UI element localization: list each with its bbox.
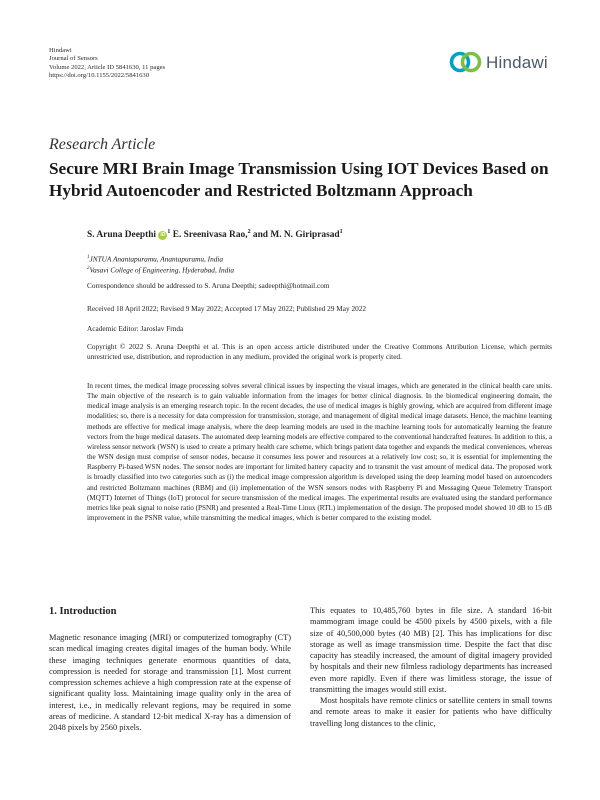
affiliation-item [87, 264, 234, 275]
copyright-notice: Copyright © 2022 S. Aruna Deepthi et al. This is an open access article distributed under the Creative Commons Attribution License, which permits unrestricted use, distribution, and reproduction in any medium, provided the original work is properly cited. [87, 342, 552, 362]
orcid-icon[interactable]: iD [160, 232, 166, 239]
body-paragraph: Magnetic resonance imaging (MRI) or computerized tomography (CT) scan medical imaging creates digital images of the human body. While these imaging techniques generate enormous quantities of data, compression is needed for storage and transmission [1]. Most current compression schemes achieve a high compression rate at the expense of significant quality loss. Maintaining image quality only in the area of interest, i.e., in medically relevant regions, may be required in some areas of medicine. A standard 12-bit medical X-ray has a dimension of 2048 pixels by 2560 pixels. [49, 633, 291, 732]
author-name: S. Aruna Deepthi [87, 230, 157, 241]
body-paragraph: This equates to 10,485,760 bytes in file size. A standard 16-bit mammogram image could be 4500 pixels by 4500 pixels, with a file size of 40,500,000 bytes (40 MB) [2]. This has implications for disc storage as well as image transmission time. Despite the fact that disc capacity has steadily increased, the amount of digital imagery provided by hospitals and their new filmless radiology departments has increased even more rapidly. Even if there was limitless storage, the issue of transmitting the images would still exist. [310, 606, 552, 694]
body-column-right [310, 605, 552, 729]
abstract-text: In recent times, the medical image processing solves several clinical issues by inspecting the visual images, which are generated in the clinical health care units. The main objective of the research is to gain valuable information from the images for better clinical diagnosis. In the biomedical engineering domain, the medical image analysis is an emerging research topic. In the recent decades, the use of medical images is highly growing, which are acquired from different image modalities; so, there is a necessity for data compression for transmission, storage, and management of digital medical image datasets. Hence, the machine learning methods are effective for medical image analysis, where the deep learning models are used in the machine learning tools for automatically learning the feature vectors from the huge medical datasets. The automated deep learning models are effective compared to the conventional handcrafted features. In addition to this, a wireless sensor network (WSN) is used to create a primary health care scheme, which brings patient data together and expands the medical conveniences, whereas the WSN design must comprise of sensor nodes, because it consumes less power and resources at a relatively low cost; so, it is essential for implementing the Raspberry Pi-based WSN nodes. The sensor nodes are important for limited battery capacity and to transmit the vast amount of medical data. The proposed work is broadly classified into two categories such as (i) the medical image compression algorithm is developed using the deep learning model based on autoencoders and restricted Boltzmann machines (RBM) and (ii) implementation of the WSN sensors nodes with Raspberry Pi and Messaging Queue Telemetry Transport (MQTT) Internet of Things (IoT) protocol for secure transmission of the medical images. The experimental results are evaluated using the standard performance metrics like peak signal to noise ratio (PSNR) and presented a Real-Time Linux (RTL) implementation of the design. The proposed model showed 10 dB to 15 dB improvement in the PSNR value, while transmitting the medical images, which is better compared to the existing model. [87, 382, 552, 523]
logo-text: Hindawi [486, 53, 548, 72]
journal-name: Journal of Sensors [49, 55, 98, 63]
author-affiliation-mark: 2 [247, 229, 251, 235]
affiliation-text: Vasavi College of Engineering, Hyderabad, India [89, 265, 234, 275]
doi-link[interactable]: https://doi.org/10.1155/2022/5841630 [49, 72, 150, 80]
author-affiliation-mark: 1 [167, 229, 171, 235]
body-paragraph: Most hospitals have remote clinics or satellite centers in small towns and remote areas to make it easier for patients who have difficulty travelling long distances to the clinic, [310, 696, 552, 728]
author-name: E. Sreenivasa Rao, [172, 230, 248, 241]
hindawi-logo-icon [448, 48, 484, 76]
author-affiliation-mark: 1 [339, 229, 343, 235]
publication-dates: Received 18 April 2022; Revised 9 May 2022; Accepted 17 May 2022; Published 29 May 2022 [87, 304, 367, 313]
author-name: and M. N. Giriprasad [252, 230, 340, 241]
academic-editor: Academic Editor: Jaroslav Frnda [87, 324, 184, 333]
volume-info: Volume 2022, Article ID 5841630, 11 pages [49, 63, 166, 71]
article-type: Research Article [49, 136, 156, 153]
affiliation-mark: 1 [87, 255, 90, 260]
publisher-name: Hindawi [49, 47, 72, 54]
paper-title: Secure MRI Brain Image Transmission Using IOT Devices Based on Hybrid Autoencoder and Restricted Boltzmann Approach [49, 159, 549, 200]
hindawi-logo [448, 48, 558, 76]
journal-meta [49, 47, 165, 81]
affiliation-mark: 2 [87, 266, 90, 272]
section-heading: 1. Introduction [49, 606, 117, 617]
affiliation-item [87, 253, 234, 264]
author-list [87, 229, 343, 240]
correspondence-note: Correspondence should be addressed to S. Aruna Deepthi; sadeepthi@hotmail.com [87, 281, 330, 290]
body-column-left [49, 632, 291, 733]
affiliation-text: JNTUA Anantapuramu, Anantapuramu, India [89, 254, 224, 264]
affiliations [87, 253, 234, 276]
